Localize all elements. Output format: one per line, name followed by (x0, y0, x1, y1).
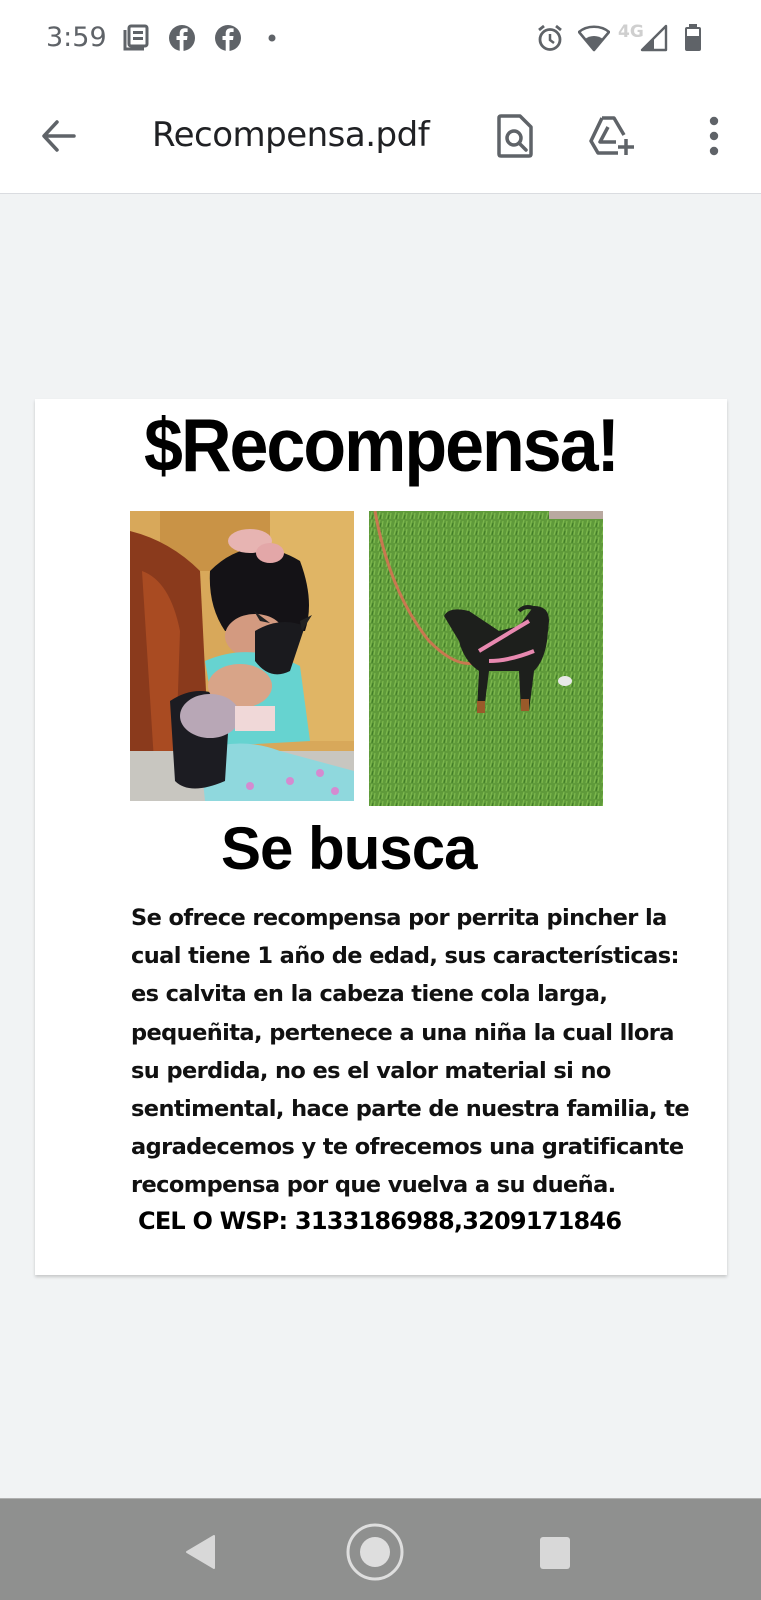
flyer-contact: CEL O WSP: 3133186988,3209171846 (138, 1207, 622, 1235)
description-line: sentimental, hace parte de nuestra familia, te (131, 1096, 690, 1123)
description-line: cual tiene 1 año de edad, sus características: (131, 943, 679, 970)
find-in-page-button[interactable] (489, 110, 541, 162)
battery-icon (684, 24, 702, 52)
description-line: agradecemos y te ofrecemos una gratificante (131, 1134, 684, 1161)
find-in-page-icon (496, 114, 534, 158)
status-time: 3:59 (46, 22, 107, 53)
alarm-icon (536, 24, 564, 52)
signal-icon (640, 24, 668, 52)
nav-recents-button[interactable] (520, 1517, 590, 1587)
nav-back-button[interactable] (166, 1517, 236, 1587)
network-type-label: 4G (618, 22, 644, 42)
description-line: es calvita en la cabeza tiene cola larga, (131, 981, 608, 1008)
description-line: Se ofrece recompensa por perrita pincher la (131, 905, 667, 931)
flyer-subheadline: Se busca (221, 815, 477, 882)
flyer-headline: $Recompensa! (144, 402, 618, 488)
girl-with-dog-image (130, 511, 354, 801)
home-circle-icon (344, 1521, 406, 1583)
app-bar (0, 80, 761, 194)
more-options-button[interactable] (688, 110, 740, 162)
description-line: recompensa por que vuelva a su dueña. (131, 1172, 616, 1199)
more-vert-icon (708, 116, 720, 156)
add-to-drive-icon (588, 115, 636, 157)
document-title: Recompensa.pdf (152, 115, 430, 155)
status-bar (0, 0, 761, 80)
dog-on-grass-image (369, 511, 603, 806)
system-nav-bar (0, 1498, 761, 1600)
description-line: pequeñita, pertenece a una niña la cual llora (131, 1019, 674, 1046)
description-line: su perdida, no es el valor material si no (131, 1057, 611, 1084)
notification-dot-icon (268, 34, 276, 42)
photo-girl-with-dog (130, 511, 354, 801)
pdf-page (35, 399, 727, 1275)
arrow-back-icon (40, 118, 76, 154)
pdf-viewer[interactable] (0, 195, 761, 1498)
back-button[interactable] (32, 110, 84, 162)
facebook-icon (168, 24, 196, 52)
news-icon (122, 24, 150, 52)
flyer-description (131, 899, 701, 1205)
nav-home-button[interactable] (340, 1517, 410, 1587)
facebook-icon (214, 24, 242, 52)
add-to-drive-button[interactable] (586, 110, 638, 162)
back-triangle-icon (184, 1534, 218, 1570)
wifi-icon (578, 24, 610, 52)
photo-dog-on-grass (369, 511, 603, 806)
recents-square-icon (538, 1535, 572, 1569)
